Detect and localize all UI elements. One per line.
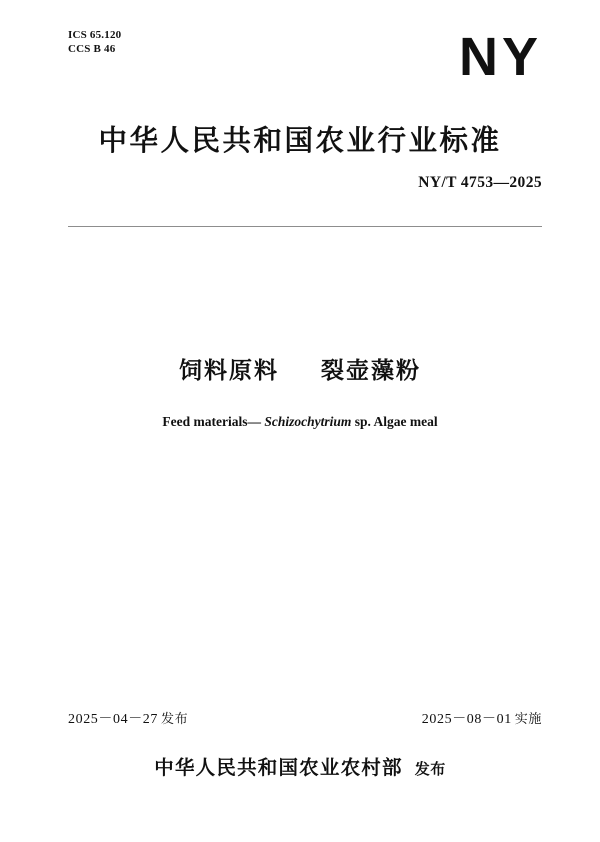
subtitle-prefix: Feed materials—	[162, 414, 261, 429]
effective-date-label: 实施	[514, 712, 542, 727]
effective-date-group	[422, 708, 542, 728]
issue-date-label: 发布	[161, 712, 189, 727]
document-subtitle-english	[0, 414, 600, 430]
subtitle-species-name: Schizochytrium	[264, 414, 352, 429]
national-standard-title: 中华人民共和国农业行业标准	[98, 124, 502, 157]
ny-standard-logo: NY	[458, 27, 542, 87]
issuing-authority	[0, 752, 600, 780]
classification-codes	[68, 28, 121, 56]
issue-date: 2025－04－27	[68, 712, 158, 727]
document-title-part2: 裂壶藻粉	[321, 358, 422, 384]
effective-date: 2025－08－01	[421, 712, 512, 727]
issue-date-group	[68, 708, 188, 728]
ics-code: ICS 65.120	[68, 29, 122, 41]
ccs-code: CCS B 46	[68, 43, 116, 55]
dates-row	[68, 708, 542, 728]
header-divider	[68, 226, 542, 227]
issuer-publish-label: 发布	[414, 760, 446, 778]
subtitle-suffix: sp. Algae meal	[354, 414, 438, 429]
document-title	[0, 352, 600, 385]
standard-number: NY/T 4753—2025	[418, 174, 542, 191]
document-title-part1: 饲料原料	[178, 358, 279, 384]
issuer-name: 中华人民共和国农业农村部	[154, 756, 403, 779]
